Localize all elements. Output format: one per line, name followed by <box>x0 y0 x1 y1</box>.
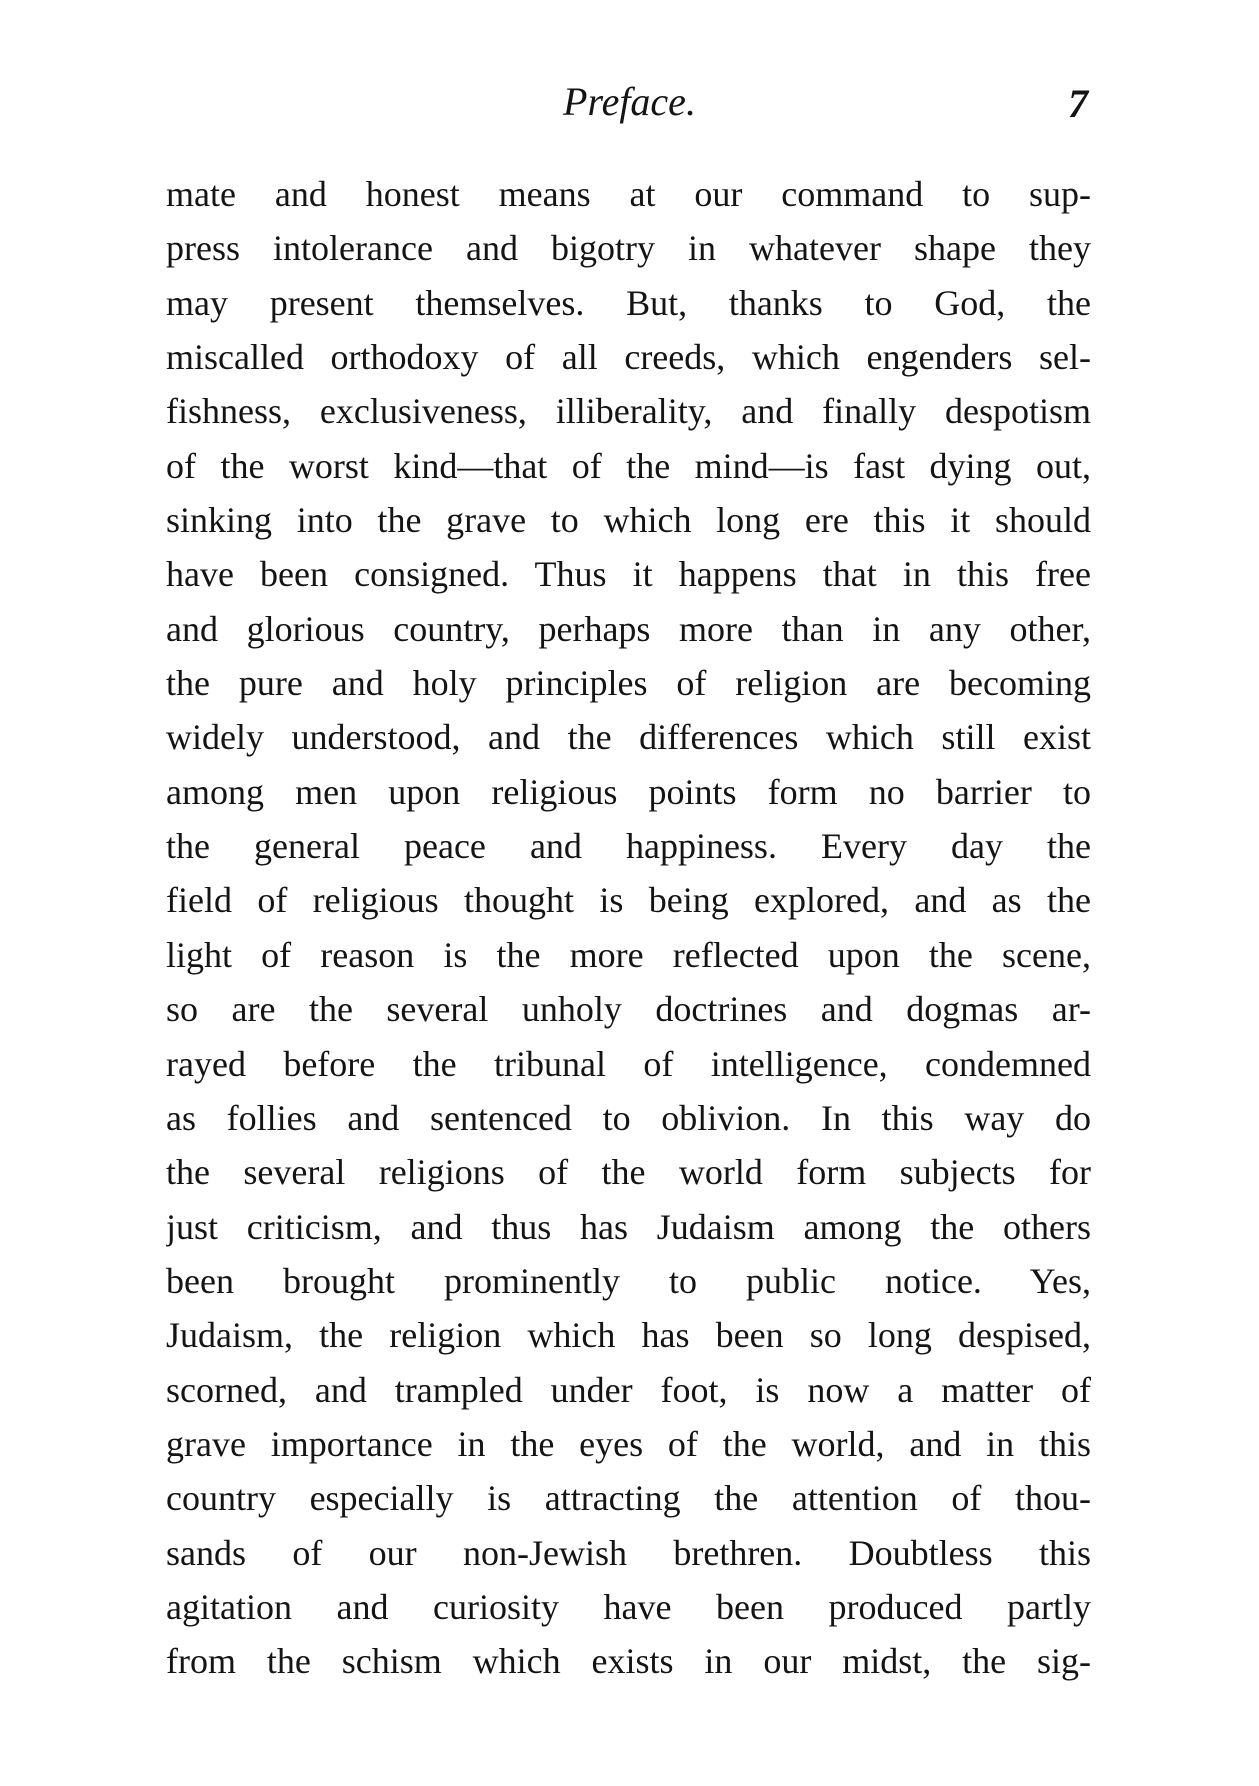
text-line: may present themselves. But, thanks to God, the <box>166 282 1091 323</box>
text-line: agitation and curiosity have been produced partly <box>166 1586 1091 1627</box>
text-line: Judaism, the religion which has been so long despised, <box>166 1315 1091 1356</box>
text-line: been brought prominently to public notice. Yes, <box>166 1260 1091 1301</box>
text-line: as follies and sentenced to oblivion. In this way do <box>166 1097 1091 1138</box>
text-line: of the worst kind—that of the mind—is fast dying out, <box>166 445 1091 486</box>
text-line: sinking into the grave to which long ere this it should <box>166 500 1091 541</box>
text-line: the several religions of the world form subjects for <box>166 1152 1091 1193</box>
text-line: from the schism which exists in our midst, the sig- <box>166 1641 1091 1682</box>
text-line: and glorious country, perhaps more than in any other, <box>166 608 1091 649</box>
text-line: scorned, and trampled under foot, is now a matter of <box>166 1369 1091 1410</box>
text-line: field of religious thought is being explored, and as the <box>166 880 1091 921</box>
text-line: the general peace and happiness. Every day the <box>166 826 1091 867</box>
text-line: sands of our non-Jewish brethren. Doubtless this <box>166 1532 1091 1573</box>
text-line: rayed before the tribunal of intelligence, condemned <box>166 1043 1091 1084</box>
text-line: press intolerance and bigotry in whatever shape they <box>166 228 1091 269</box>
text-line: have been consigned. Thus it happens that in this free <box>166 554 1091 595</box>
text-line: light of reason is the more reflected upon the scene, <box>166 934 1091 975</box>
text-line: the pure and holy principles of religion are becoming <box>166 663 1091 704</box>
text-line: grave importance in the eyes of the world, and in this <box>166 1423 1091 1464</box>
text-line: widely understood, and the differences which still exist <box>166 717 1091 758</box>
text-line: fishness, exclusiveness, illiberality, and finally despotism <box>166 391 1091 432</box>
text-line: country especially is attracting the attention of thou- <box>166 1478 1091 1519</box>
text-line: mate and honest means at our command to sup- <box>166 174 1091 214</box>
text-line: miscalled orthodoxy of all creeds, which engenders sel- <box>166 337 1091 378</box>
running-title: Preface. <box>563 79 696 124</box>
body-text <box>166 167 1091 1689</box>
text-line: among men upon religious points form no barrier to <box>166 771 1091 812</box>
text-line: so are the several unholy doctrines and dogmas ar- <box>166 989 1091 1030</box>
page-number: 7 <box>1068 81 1088 126</box>
text-line: just criticism, and thus has Judaism among the others <box>166 1206 1091 1247</box>
